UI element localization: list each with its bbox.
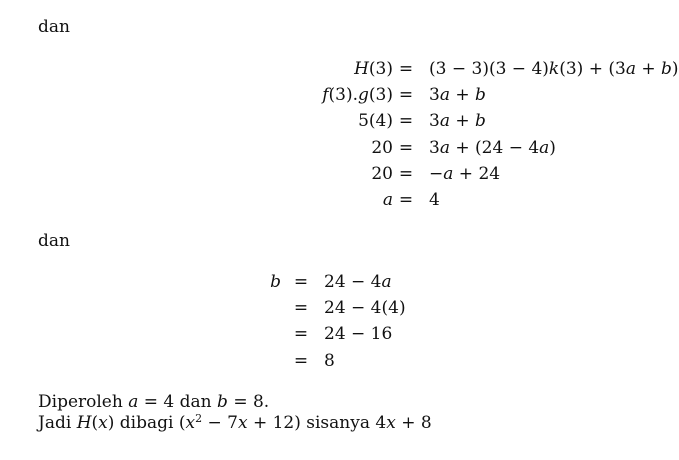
equation-lhs: 20: [371, 137, 393, 158]
equals-sign: =: [398, 163, 414, 184]
equation-row: [260, 269, 460, 295]
equation-rhs: 24 − 4(4): [324, 298, 406, 319]
equation-lhs: H(3): [354, 59, 393, 79]
conclusion-line-1: Diperoleh a = 4 dan b = 8.: [38, 392, 270, 412]
equation-row: [150, 161, 570, 187]
equation-block-1: [150, 56, 679, 213]
equals-sign: =: [293, 350, 309, 371]
equals-sign: =: [398, 59, 414, 79]
equation-rhs: 3a + (24 − 4a): [429, 137, 556, 158]
equation-rhs: (3 − 3)(3 − 4)k(3) + (3a + b): [429, 59, 679, 79]
equation-row: [150, 135, 570, 161]
equation-rhs: 24 − 4a: [324, 272, 392, 292]
equation-rhs: 24 − 16: [324, 324, 393, 345]
equation-lhs: a: [382, 189, 393, 210]
equation-lhs: b: [270, 272, 281, 292]
equation-rhs: 4: [429, 189, 440, 210]
equation-rhs: 3a + b: [429, 111, 486, 132]
equation-row: [150, 187, 570, 213]
equals-sign: =: [398, 189, 414, 210]
equation-rhs: −a + 24: [429, 163, 501, 184]
equation-row: [260, 348, 460, 374]
equation-row: [150, 108, 570, 134]
equation-rhs: 8: [324, 350, 335, 371]
text-dan-middle: dan: [38, 231, 70, 251]
equation-block-2: [260, 269, 460, 374]
equation-lhs: f(3).g(3): [322, 85, 393, 106]
equals-sign: =: [293, 272, 309, 292]
conclusion-line-2: Jadi H(x) dibagi $(x^2 - 7x + 12)$ sisanya 4x + 8: [38, 412, 432, 433]
equation-row: [150, 82, 570, 108]
equation-row: [150, 56, 679, 82]
equation-row: [260, 295, 460, 321]
equation-lhs: 20: [371, 163, 393, 184]
paragraph-dan-top: [38, 17, 70, 37]
equation-lhs: 5(4): [358, 111, 393, 132]
equation-rhs: 3a + b: [429, 85, 486, 106]
equals-sign: =: [293, 324, 309, 345]
equals-sign: =: [398, 85, 414, 106]
equation-row: [260, 321, 460, 347]
equals-sign: =: [398, 111, 414, 132]
equals-sign: =: [293, 298, 309, 319]
text-dan-top: dan: [38, 17, 70, 37]
equals-sign: =: [398, 137, 414, 158]
paragraph-dan-middle: [38, 231, 70, 251]
